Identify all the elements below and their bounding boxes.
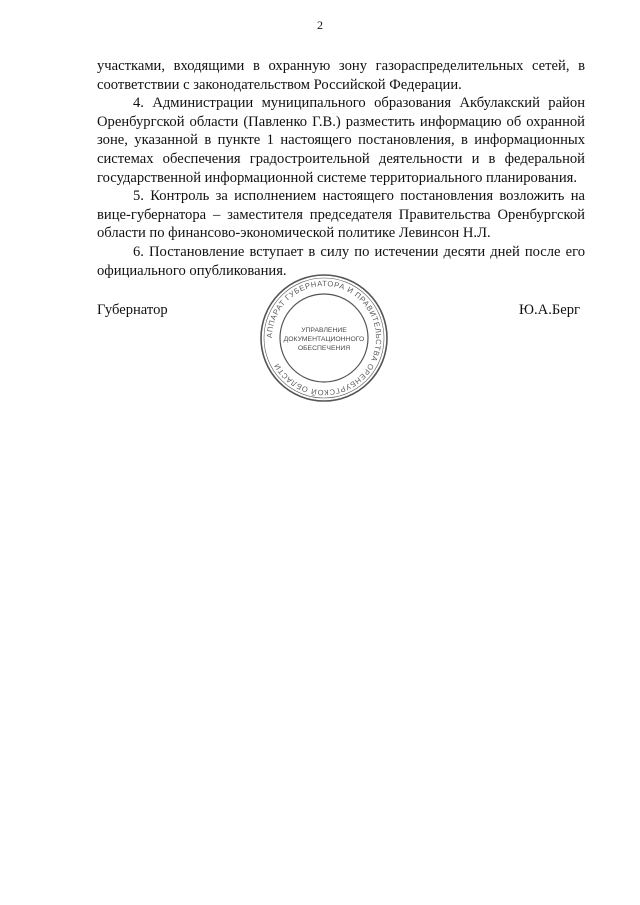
seal-outer-text: АППАРАТ ГУБЕРНАТОРА И ПРАВИТЕЛЬСТВА ОРЕНБУРГСКОЙ ОБЛАСТИ [264,278,384,398]
page-number: 2 [317,18,323,32]
seal-graphic [258,272,390,404]
seal-line-1: УПРАВЛЕНИЕ [301,327,347,334]
seal-line-3: ОБЕСПЕЧЕНИЯ [297,345,351,352]
paragraph-4: 4. Администрации муниципального образования Акбулакский район Оренбургской области (Павленко Г.В.) разместить информацию об охранной зоне, указанной в пункте 1 настоящего постановления, в информационных системах обеспечения градостроительной деятельности и в федеральной государственной информационной системе территориального планирования. [97,95,585,186]
document-body [97,57,585,280]
seal-line-2: ДОКУМЕНТАЦИОННОГО [283,336,365,343]
paragraph-continuation: участками, входящими в охранную зону газораспределительных сетей, в соответствии с законодательством Российской Федерации. [97,58,585,93]
paragraph-6: 6. Постановление вступает в силу по истечении десяти дней после его официального опубликования. [97,243,585,279]
official-seal [258,272,390,404]
signatory-name: Ю.А.Берг [519,302,580,318]
signatory-position: Губернатор [97,302,168,318]
paragraph-5: 5. Контроль за исполнением настоящего постановления возложить на вице-губернатора – заместителя председателя Правительства Оренбургской области по финансово-экономической политике Левинсон Н.Л. [97,188,585,242]
